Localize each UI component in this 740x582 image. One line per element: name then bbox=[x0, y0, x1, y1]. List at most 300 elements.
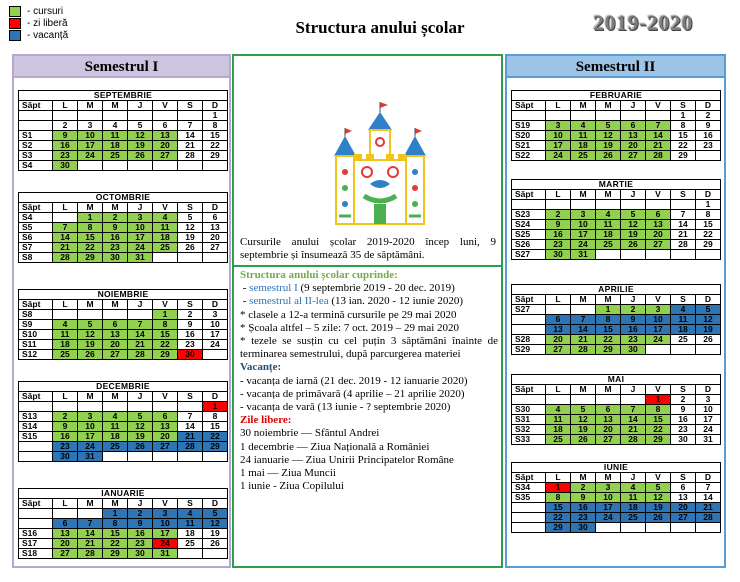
week-row bbox=[19, 412, 228, 422]
weekday-header: V bbox=[153, 101, 178, 111]
day-cell bbox=[696, 151, 721, 161]
day-cell: 23 bbox=[53, 442, 78, 452]
weekday-header: M bbox=[596, 473, 621, 483]
weekday-header: V bbox=[646, 473, 671, 483]
weekday-header: L bbox=[53, 392, 78, 402]
day-cell: 17 bbox=[203, 330, 228, 340]
day-cell: 21 bbox=[646, 141, 671, 151]
legend-label: - zi liberă bbox=[27, 17, 68, 29]
day-cell bbox=[546, 395, 571, 405]
day-cell: 25 bbox=[571, 151, 596, 161]
day-cell bbox=[103, 452, 128, 462]
day-cell: 16 bbox=[103, 233, 128, 243]
week-number bbox=[512, 200, 546, 210]
day-cell bbox=[621, 200, 646, 210]
day-cell: 29 bbox=[78, 253, 103, 263]
day-cell: 19 bbox=[78, 340, 103, 350]
day-cell: 28 bbox=[671, 240, 696, 250]
day-cell: 24 bbox=[128, 243, 153, 253]
weekday-header: M bbox=[78, 101, 103, 111]
month-name: APRILIE bbox=[512, 285, 721, 295]
week-row bbox=[19, 151, 228, 161]
day-cell: 11 bbox=[546, 415, 571, 425]
weekday-header: L bbox=[546, 385, 571, 395]
day-cell: 26 bbox=[621, 240, 646, 250]
day-cell: 27 bbox=[203, 243, 228, 253]
month-name: DECEMBRIE bbox=[19, 382, 228, 392]
week-row bbox=[512, 230, 721, 240]
intro-text: Cursurile anului școlar 2019-2020 încep luni, 9 septembrie și însumează 35 de săptămâni. bbox=[240, 236, 496, 261]
day-cell bbox=[646, 250, 671, 260]
week-number: S3 bbox=[19, 151, 53, 161]
day-cell bbox=[571, 111, 596, 121]
week-row bbox=[512, 131, 721, 141]
day-cell: 1 bbox=[696, 200, 721, 210]
week-row bbox=[19, 549, 228, 559]
week-row bbox=[19, 340, 228, 350]
day-cell: 3 bbox=[203, 310, 228, 320]
day-cell: 6 bbox=[53, 519, 78, 529]
month-calendar-aprilie bbox=[511, 284, 721, 355]
day-cell: 15 bbox=[153, 330, 178, 340]
courses-swatch bbox=[9, 6, 21, 17]
day-cell: 7 bbox=[696, 483, 721, 493]
day-cell: 12 bbox=[178, 223, 203, 233]
day-cell: 14 bbox=[646, 131, 671, 141]
day-cell: 20 bbox=[546, 335, 571, 345]
weekday-header: S bbox=[671, 473, 696, 483]
week-number: S2 bbox=[19, 141, 53, 151]
weekday-header: V bbox=[646, 101, 671, 111]
day-cell: 19 bbox=[646, 503, 671, 513]
week-header: Săpt bbox=[512, 473, 546, 483]
day-cell: 23 bbox=[103, 243, 128, 253]
day-cell: 13 bbox=[646, 220, 671, 230]
month-name: IANUARIE bbox=[19, 489, 228, 499]
day-cell: 12 bbox=[696, 315, 721, 325]
vacations-heading: Vacanțe: bbox=[240, 361, 282, 374]
week-row bbox=[512, 425, 721, 435]
week-number bbox=[19, 442, 53, 452]
week-number bbox=[19, 452, 53, 462]
day-cell: 31 bbox=[78, 452, 103, 462]
day-cell: 17 bbox=[546, 141, 571, 151]
weekday-header: M bbox=[596, 295, 621, 305]
weekday-header: L bbox=[53, 300, 78, 310]
week-row bbox=[19, 320, 228, 330]
day-cell: 31 bbox=[696, 435, 721, 445]
day-cell: 2 bbox=[621, 305, 646, 315]
day-cell: 11 bbox=[671, 315, 696, 325]
weekday-header: D bbox=[696, 473, 721, 483]
day-cell: 14 bbox=[178, 422, 203, 432]
semester2-line: - semestrul al II-lea (13 ian. 2020 - 12 iunie 2020) bbox=[240, 295, 464, 308]
day-cell: 5 bbox=[128, 412, 153, 422]
week-row bbox=[512, 305, 721, 315]
week-number bbox=[19, 111, 53, 121]
day-cell: 30 bbox=[546, 250, 571, 260]
week-row bbox=[19, 442, 228, 452]
day-cell bbox=[78, 310, 103, 320]
week-number bbox=[19, 402, 53, 412]
day-cell: 5 bbox=[78, 320, 103, 330]
week-number: S15 bbox=[19, 432, 53, 442]
castle-illustration bbox=[330, 100, 430, 228]
semester1-heading: Semestrul I bbox=[14, 56, 229, 78]
day-cell: 7 bbox=[128, 320, 153, 330]
weekday-header: L bbox=[53, 203, 78, 213]
week-number: S19 bbox=[512, 121, 546, 131]
week-row bbox=[19, 223, 228, 233]
day-cell: 12 bbox=[571, 415, 596, 425]
week-number bbox=[19, 519, 53, 529]
weekday-header: M bbox=[571, 385, 596, 395]
week-number: S23 bbox=[512, 210, 546, 220]
vacation-spring: - vacanța de primăvară (4 aprilie – 21 aprilie 2020) bbox=[240, 387, 465, 400]
day-cell: 2 bbox=[696, 111, 721, 121]
day-cell: 5 bbox=[203, 509, 228, 519]
day-cell: 6 bbox=[621, 121, 646, 131]
day-cell bbox=[53, 402, 78, 412]
day-cell: 23 bbox=[128, 539, 153, 549]
day-cell: 28 bbox=[128, 350, 153, 360]
day-cell bbox=[671, 345, 696, 355]
weekday-header: J bbox=[128, 499, 153, 509]
day-cell: 6 bbox=[596, 405, 621, 415]
week-number bbox=[512, 503, 546, 513]
day-cell bbox=[153, 452, 178, 462]
day-cell: 18 bbox=[596, 230, 621, 240]
week-row bbox=[19, 131, 228, 141]
semester1-line: - semestrul I (9 septembrie 2019 - 20 dec. 2019) bbox=[240, 282, 455, 295]
weekday-header: V bbox=[153, 499, 178, 509]
note-school-altfel: * Școala altfel – 5 zile: 7 oct. 2019 – 29 mai 2020 bbox=[240, 321, 460, 334]
day-cell: 29 bbox=[203, 151, 228, 161]
weekday-header: D bbox=[203, 101, 228, 111]
day-cell: 3 bbox=[78, 121, 103, 131]
week-row bbox=[19, 529, 228, 539]
day-cell: 29 bbox=[203, 442, 228, 452]
day-cell: 13 bbox=[596, 415, 621, 425]
day-cell: 7 bbox=[571, 315, 596, 325]
weekday-header: L bbox=[53, 499, 78, 509]
day-cell: 24 bbox=[596, 513, 621, 523]
day-cell: 25 bbox=[671, 335, 696, 345]
day-cell: 25 bbox=[621, 513, 646, 523]
note-exams: * tezele se susțin cu cel puțin 3 săptămâni înainte de terminarea semestrului, după parcurgerea materiei bbox=[240, 335, 498, 361]
weekday-header: M bbox=[103, 300, 128, 310]
day-cell bbox=[128, 161, 153, 171]
week-row bbox=[19, 432, 228, 442]
day-cell bbox=[178, 402, 203, 412]
day-cell: 22 bbox=[696, 230, 721, 240]
weekday-header: V bbox=[646, 190, 671, 200]
day-cell: 16 bbox=[53, 141, 78, 151]
weekday-header: M bbox=[103, 101, 128, 111]
day-cell: 26 bbox=[696, 335, 721, 345]
vacation-swatch bbox=[9, 30, 21, 41]
weekday-header: M bbox=[103, 499, 128, 509]
day-cell: 16 bbox=[546, 230, 571, 240]
day-cell: 6 bbox=[646, 210, 671, 220]
day-cell: 17 bbox=[571, 230, 596, 240]
day-cell: 8 bbox=[153, 320, 178, 330]
day-cell: 30 bbox=[671, 435, 696, 445]
day-cell bbox=[596, 111, 621, 121]
day-cell: 13 bbox=[53, 529, 78, 539]
week-header: Săpt bbox=[512, 190, 546, 200]
day-cell: 8 bbox=[546, 493, 571, 503]
day-cell: 11 bbox=[596, 220, 621, 230]
day-cell: 9 bbox=[696, 121, 721, 131]
day-cell: 23 bbox=[546, 240, 571, 250]
day-cell: 10 bbox=[596, 493, 621, 503]
semester2-dates: (13 ian. 2020 - 12 iunie 2020) bbox=[331, 295, 464, 308]
legend-label: - vacanță bbox=[27, 29, 69, 41]
day-cell: 11 bbox=[103, 422, 128, 432]
day-cell: 6 bbox=[546, 315, 571, 325]
day-cell: 31 bbox=[128, 253, 153, 263]
day-cell bbox=[203, 161, 228, 171]
week-row bbox=[512, 415, 721, 425]
day-cell: 6 bbox=[103, 320, 128, 330]
day-cell: 18 bbox=[53, 340, 78, 350]
week-number bbox=[19, 121, 53, 131]
week-number: S12 bbox=[19, 350, 53, 360]
day-cell: 26 bbox=[646, 513, 671, 523]
day-cell: 17 bbox=[153, 529, 178, 539]
week-number: S6 bbox=[19, 233, 53, 243]
weekday-header: M bbox=[78, 392, 103, 402]
day-cell bbox=[696, 523, 721, 533]
day-cell: 16 bbox=[128, 529, 153, 539]
week-number: S8 bbox=[19, 253, 53, 263]
day-cell: 6 bbox=[671, 483, 696, 493]
day-cell: 3 bbox=[546, 121, 571, 131]
day-cell: 2 bbox=[178, 310, 203, 320]
day-cell: 8 bbox=[103, 519, 128, 529]
month-calendar-decembrie bbox=[18, 381, 228, 462]
weekday-header: S bbox=[671, 101, 696, 111]
day-cell: 24 bbox=[546, 151, 571, 161]
day-cell: 3 bbox=[128, 213, 153, 223]
weekday-header: D bbox=[203, 499, 228, 509]
day-cell: 13 bbox=[621, 131, 646, 141]
day-cell: 14 bbox=[571, 325, 596, 335]
day-cell: 24 bbox=[203, 340, 228, 350]
day-cell: 5 bbox=[621, 210, 646, 220]
day-cell: 6 bbox=[203, 213, 228, 223]
day-cell: 11 bbox=[621, 493, 646, 503]
day-cell bbox=[53, 509, 78, 519]
day-cell: 14 bbox=[128, 330, 153, 340]
weekday-header: V bbox=[153, 300, 178, 310]
legend bbox=[9, 5, 68, 41]
day-cell: 21 bbox=[128, 340, 153, 350]
day-cell: 17 bbox=[78, 432, 103, 442]
day-cell: 6 bbox=[153, 412, 178, 422]
day-cell bbox=[596, 523, 621, 533]
day-cell: 10 bbox=[78, 131, 103, 141]
day-cell bbox=[203, 452, 228, 462]
day-cell: 15 bbox=[546, 503, 571, 513]
day-cell: 20 bbox=[596, 425, 621, 435]
day-cell bbox=[696, 250, 721, 260]
day-cell: 10 bbox=[546, 131, 571, 141]
week-number: S28 bbox=[512, 335, 546, 345]
day-cell: 22 bbox=[78, 243, 103, 253]
week-row bbox=[19, 161, 228, 171]
day-cell: 31 bbox=[571, 250, 596, 260]
day-cell: 19 bbox=[571, 425, 596, 435]
day-cell: 8 bbox=[78, 223, 103, 233]
day-cell: 18 bbox=[546, 425, 571, 435]
week-row bbox=[19, 402, 228, 412]
semester2-label: semestrul al II-lea bbox=[249, 295, 329, 308]
week-row bbox=[512, 325, 721, 335]
day-cell: 21 bbox=[78, 539, 103, 549]
structure-heading: Structura anului școlar cuprinde: bbox=[240, 269, 398, 281]
school-year: 2019-2020 bbox=[593, 10, 693, 35]
day-cell bbox=[621, 250, 646, 260]
day-cell: 5 bbox=[696, 305, 721, 315]
day-cell: 17 bbox=[596, 503, 621, 513]
weekday-header: S bbox=[178, 392, 203, 402]
day-cell: 27 bbox=[596, 435, 621, 445]
day-cell: 13 bbox=[103, 330, 128, 340]
day-cell bbox=[178, 161, 203, 171]
weekday-header: M bbox=[596, 385, 621, 395]
week-number: S25 bbox=[512, 230, 546, 240]
day-cell: 20 bbox=[671, 503, 696, 513]
day-cell: 19 bbox=[596, 141, 621, 151]
day-cell bbox=[596, 395, 621, 405]
day-cell: 19 bbox=[203, 529, 228, 539]
day-cell bbox=[203, 253, 228, 263]
day-cell: 11 bbox=[178, 519, 203, 529]
day-cell: 1 bbox=[78, 213, 103, 223]
week-row bbox=[19, 213, 228, 223]
week-number: S34 bbox=[512, 483, 546, 493]
week-row bbox=[512, 240, 721, 250]
day-cell: 9 bbox=[178, 320, 203, 330]
day-cell: 30 bbox=[53, 161, 78, 171]
week-header: Săpt bbox=[512, 101, 546, 111]
day-cell: 29 bbox=[546, 523, 571, 533]
day-cell bbox=[53, 213, 78, 223]
day-cell: 26 bbox=[571, 435, 596, 445]
day-cell bbox=[178, 452, 203, 462]
day-cell: 12 bbox=[621, 220, 646, 230]
day-cell: 23 bbox=[53, 151, 78, 161]
day-cell: 17 bbox=[78, 141, 103, 151]
day-cell bbox=[78, 161, 103, 171]
day-cell: 2 bbox=[671, 395, 696, 405]
day-cell: 30 bbox=[621, 345, 646, 355]
day-cell: 3 bbox=[696, 395, 721, 405]
day-cell: 21 bbox=[621, 425, 646, 435]
day-cell: 25 bbox=[53, 350, 78, 360]
week-number: S30 bbox=[512, 405, 546, 415]
weekday-header: D bbox=[696, 190, 721, 200]
week-header: Săpt bbox=[19, 499, 53, 509]
day-cell: 17 bbox=[646, 325, 671, 335]
day-cell bbox=[103, 111, 128, 121]
day-cell: 5 bbox=[596, 121, 621, 131]
day-cell bbox=[596, 250, 621, 260]
week-number: S27 bbox=[512, 305, 546, 315]
legend-label: - cursuri bbox=[27, 5, 64, 17]
day-cell bbox=[621, 395, 646, 405]
day-cell: 22 bbox=[596, 335, 621, 345]
day-cell bbox=[671, 250, 696, 260]
day-cell: 1 bbox=[596, 305, 621, 315]
week-number bbox=[512, 315, 546, 325]
day-cell: 4 bbox=[671, 305, 696, 315]
day-cell: 7 bbox=[621, 405, 646, 415]
legend-item-courses bbox=[9, 5, 68, 17]
day-cell: 20 bbox=[103, 340, 128, 350]
week-number: S17 bbox=[19, 539, 53, 549]
weekday-header: S bbox=[671, 190, 696, 200]
day-cell: 29 bbox=[671, 151, 696, 161]
day-cell bbox=[128, 402, 153, 412]
weekday-header: J bbox=[128, 203, 153, 213]
day-cell: 19 bbox=[128, 432, 153, 442]
day-cell: 26 bbox=[178, 243, 203, 253]
day-cell bbox=[646, 200, 671, 210]
month-calendar-septembrie bbox=[18, 90, 228, 171]
day-cell: 1 bbox=[203, 402, 228, 412]
structure-info bbox=[240, 269, 498, 493]
day-cell: 4 bbox=[621, 483, 646, 493]
day-cell: 5 bbox=[646, 483, 671, 493]
day-cell bbox=[571, 305, 596, 315]
day-cell: 9 bbox=[128, 519, 153, 529]
day-cell: 9 bbox=[621, 315, 646, 325]
day-cell bbox=[178, 549, 203, 559]
day-cell: 4 bbox=[53, 320, 78, 330]
day-cell bbox=[671, 200, 696, 210]
day-cell: 29 bbox=[696, 240, 721, 250]
day-cell: 20 bbox=[646, 230, 671, 240]
day-cell: 16 bbox=[696, 131, 721, 141]
day-cell: 3 bbox=[596, 483, 621, 493]
day-cell: 27 bbox=[153, 442, 178, 452]
day-cell: 18 bbox=[671, 325, 696, 335]
week-header: Săpt bbox=[512, 385, 546, 395]
day-cell: 25 bbox=[103, 442, 128, 452]
day-cell: 7 bbox=[178, 412, 203, 422]
week-row bbox=[512, 220, 721, 230]
day-cell bbox=[646, 523, 671, 533]
day-cell: 1 bbox=[546, 483, 571, 493]
weekday-header: M bbox=[571, 295, 596, 305]
day-cell: 1 bbox=[646, 395, 671, 405]
day-cell: 14 bbox=[178, 131, 203, 141]
day-cell: 4 bbox=[546, 405, 571, 415]
day-cell: 31 bbox=[153, 549, 178, 559]
day-cell: 5 bbox=[571, 405, 596, 415]
week-number bbox=[512, 395, 546, 405]
day-cell: 14 bbox=[78, 529, 103, 539]
day-cell: 15 bbox=[696, 220, 721, 230]
weekday-header: S bbox=[178, 101, 203, 111]
vacation-summer: - vacanța de vară (13 iunie - ? septembrie 2020) bbox=[240, 401, 451, 414]
day-cell: 7 bbox=[53, 223, 78, 233]
week-row bbox=[19, 310, 228, 320]
week-number: S10 bbox=[19, 330, 53, 340]
